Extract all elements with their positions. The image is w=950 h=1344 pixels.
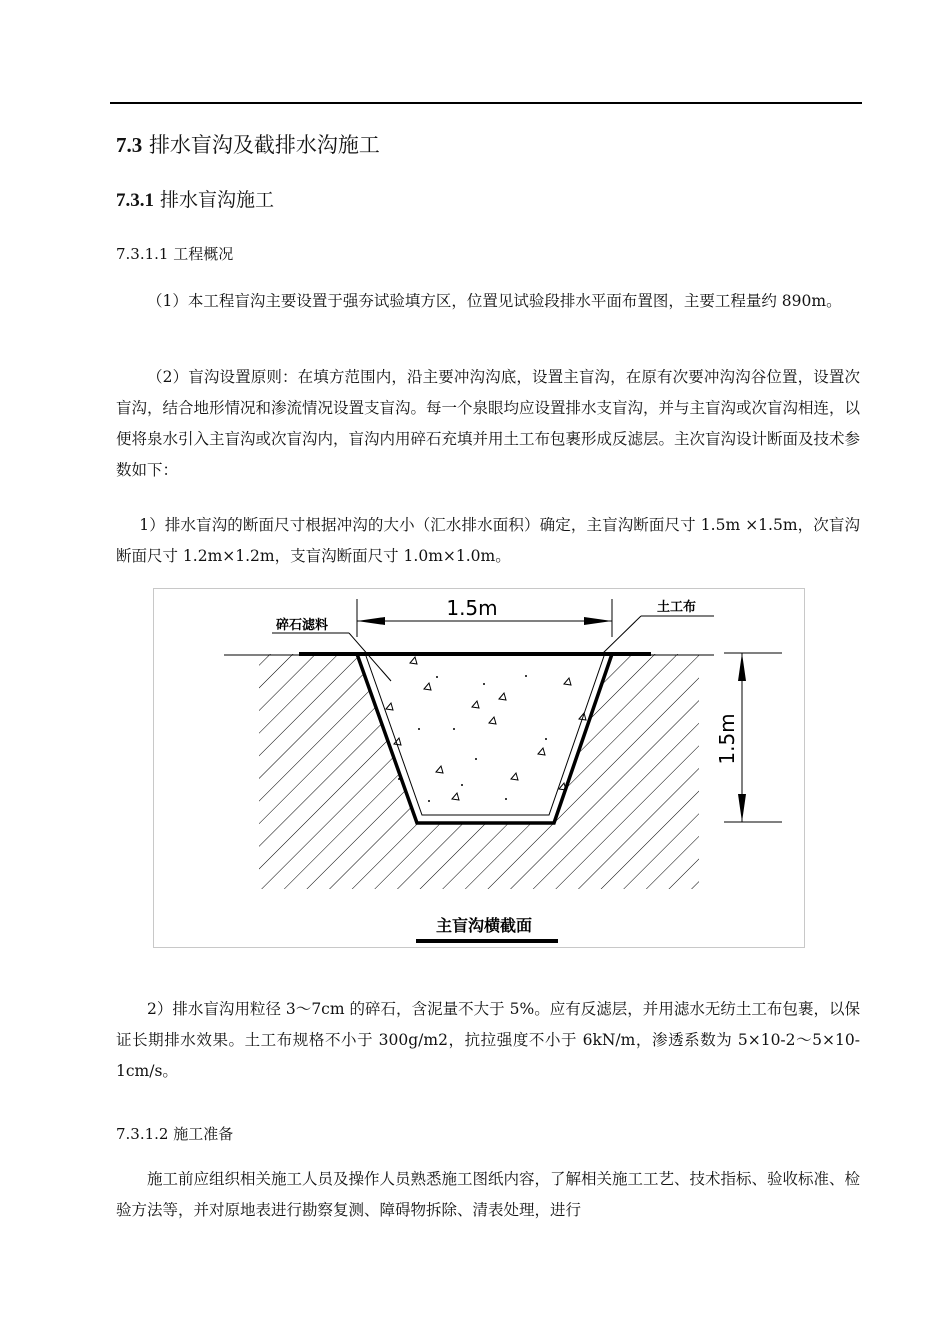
section-heading: 7.3 排水盲沟及截排水沟施工 (116, 133, 380, 157)
gravel-label: 碎石滤料 (276, 618, 329, 633)
depth-label: 1.5m (715, 713, 739, 765)
figure-caption: 主盲沟横截面 (435, 916, 533, 935)
paragraph-4: 2）排水盲沟用粒径 3～7cm 的碎石，含泥量不大于 5%。应有反滤层，并用滤水无纺土工布包裹，以保证长期排水效果。土工布规格不小于 300g/m2，抗拉强度不小于 6kN/m，渗透系数为 5×10-2～5×10-1cm/s。 (116, 1000, 860, 1080)
paragraph-1: （1）本工程盲沟主要设置于强夯试验填方区，位置见试验段排水平面布置图，主要工程量约 890m。 (147, 292, 842, 310)
depth-arrow-top (738, 653, 746, 681)
width-label: 1.5m (446, 596, 498, 620)
width-arrow-left (357, 617, 385, 625)
subsection-heading: 7.3.1 排水盲沟施工 (116, 189, 275, 211)
trench-section-figure (153, 588, 805, 948)
paragraph-2: （2）盲沟设置原则：在填方范围内，沿主要冲沟沟底，设置主盲沟，在原有次要冲沟沟谷位置，设置次盲沟，结合地形情况和渗流情况设置支盲沟。每一个泉眼均应设置排水支盲沟，并与主盲沟或次盲沟相连，以便将泉水引入主盲沟或次盲沟内，盲沟内用碎石充填并用土工布包裹形成反滤层。主次盲沟设计断面及技术参数如下： (116, 368, 861, 479)
paragraph-5: 施工前应组织相关施工人员及操作人员熟悉施工图纸内容，了解相关施工工艺、技术指标、验收标准、检验方法等，并对原地表进行勘察复测、障碍物拆除、清表处理，进行 (116, 1170, 861, 1219)
depth-arrow-bottom (738, 794, 746, 822)
geotextile-leader (601, 616, 641, 655)
paragraph-3: 1）排水盲沟的断面尺寸根据冲沟的大小（汇水排水面积）确定，主盲沟断面尺寸 1.5m ×1.5m，次盲沟断面尺寸 1.2m×1.2m，支盲沟断面尺寸 1.0m×1.0m。 (116, 516, 860, 565)
header-rule (110, 102, 862, 104)
heading-overview: 7.3.1.1 工程概况 (116, 245, 234, 263)
heading-preparation: 7.3.1.2 施工准备 (116, 1125, 234, 1143)
width-arrow-right (584, 617, 612, 625)
geotextile-label: 土工布 (657, 600, 697, 615)
trench-section-drawing (154, 589, 806, 949)
